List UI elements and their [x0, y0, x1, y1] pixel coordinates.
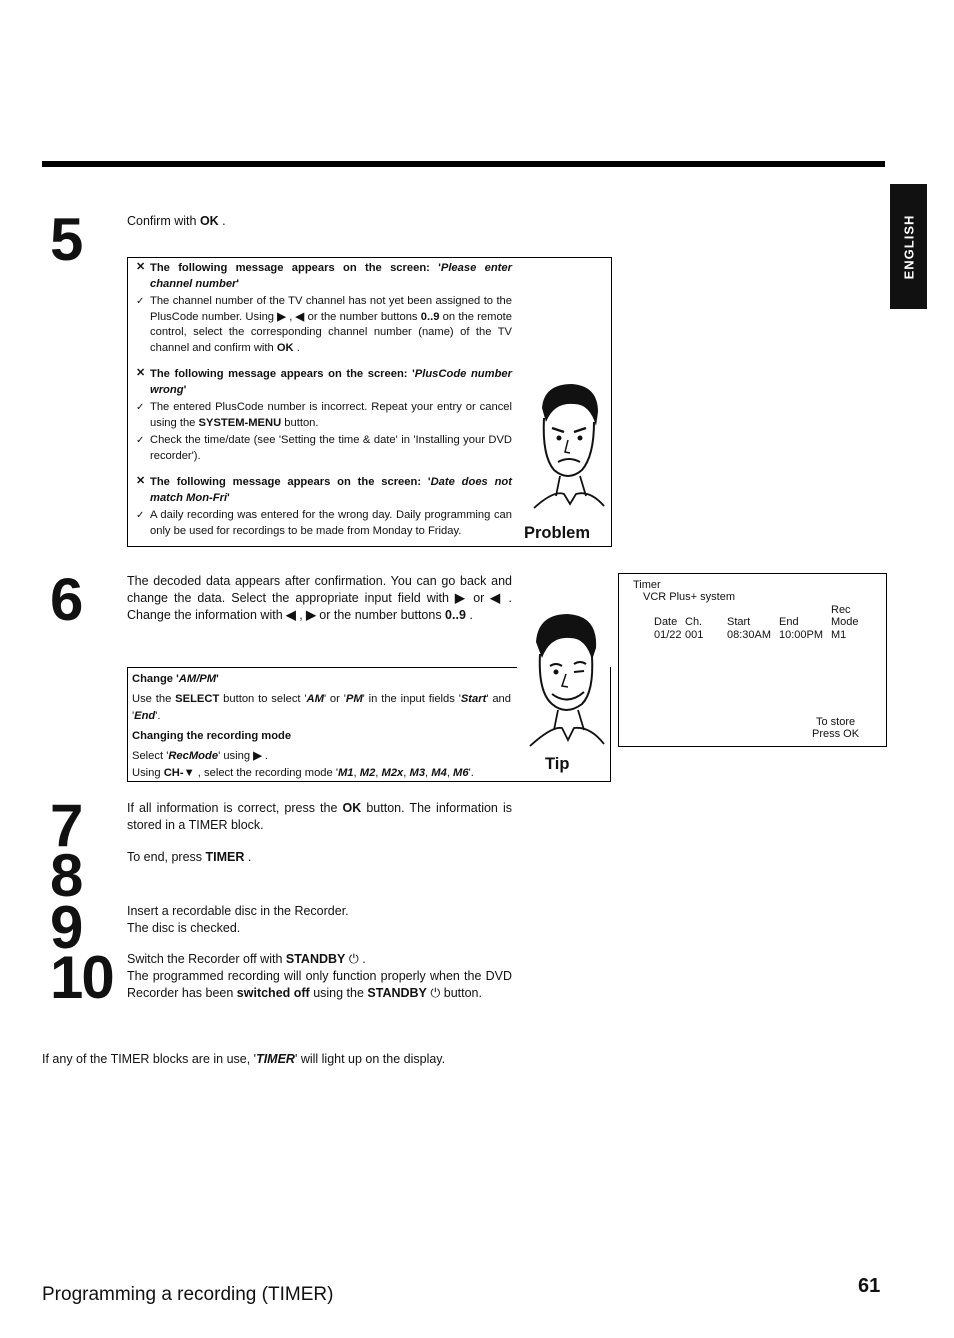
text-segment: ' — [216, 673, 219, 685]
tip-box-left-border — [127, 667, 128, 781]
step-7-text — [127, 800, 512, 834]
text-segment: Check the time/date (see 'Setting the time & date' in 'Installing your DVD recorder'). — [150, 434, 512, 462]
text-segment: . — [358, 952, 366, 966]
text-line: The disc is checked. — [127, 921, 241, 935]
emphasis: M4 — [431, 767, 447, 779]
message-text: Please enter channel number — [150, 262, 512, 290]
text-segment: The following message appears on the screen: ' — [150, 262, 441, 274]
text-segment: A daily recording was entered for the wrong day. Daily programming can only be used for recordings to be made from Monday to Friday. — [150, 509, 512, 537]
check-icon: ✓ — [136, 402, 145, 413]
text-segment: Change ' — [132, 673, 179, 685]
text-segment: If all information is correct, press the — [127, 801, 343, 815]
number-keys: 0..9 — [445, 608, 466, 622]
col-header-rec: Rec — [831, 604, 851, 616]
language-label: ENGLISH — [901, 214, 916, 279]
problem-remedy — [133, 400, 512, 431]
step-number-10: 10 — [50, 944, 113, 1011]
right-arrow-key: ▶ — [253, 750, 262, 762]
text-segment: . — [244, 850, 252, 864]
col-header-channel: Ch. — [685, 616, 703, 628]
text-segment: or — [467, 591, 491, 605]
channel-down-key: CH-▼ — [163, 767, 195, 779]
top-rule — [42, 161, 885, 167]
select-key: SELECT — [175, 693, 220, 705]
problem-message — [133, 261, 512, 292]
timer-key-label: TIMER — [205, 850, 245, 864]
emphasis: PM — [345, 693, 363, 705]
problem-message — [133, 367, 512, 398]
text-segment: Using — [132, 767, 164, 779]
number-keys: 0..9 — [420, 310, 440, 323]
cell-date[interactable]: 01/22 — [654, 629, 682, 641]
text-segment: ' — [236, 277, 240, 290]
text-segment: . — [293, 341, 300, 354]
col-header-date: Date — [654, 616, 678, 628]
text-segment: . — [465, 608, 473, 622]
problem-list — [133, 261, 512, 541]
cell-channel[interactable]: 001 — [685, 629, 704, 641]
step-number-7: 7 — [50, 792, 82, 859]
emphasis: M3 — [409, 767, 426, 779]
text-segment: The programmed recording will only function properly when the DVD Recorder has been — [127, 969, 512, 1000]
problem-message — [133, 475, 512, 506]
step-9-text — [127, 903, 512, 937]
problem-face-illustration — [524, 378, 608, 518]
text-segment: The channel number of the TV channel has not yet been assigned to the PlusCode number. Using — [150, 295, 512, 323]
problem-remedy — [133, 433, 512, 464]
col-header-start: Start — [727, 616, 751, 628]
text-line — [127, 951, 512, 968]
text-segment: The following message appears on the screen: ' — [150, 368, 415, 380]
step-10-text — [127, 951, 512, 1002]
text-segment: button. — [440, 986, 482, 1000]
cell-start[interactable]: 08:30AM — [727, 629, 772, 641]
check-icon: ✓ — [136, 435, 145, 446]
text-segment: If any of the TIMER blocks are in use, ' — [42, 1052, 257, 1066]
page-number: 61 — [858, 1275, 881, 1297]
text-segment: . Change the information with — [127, 591, 512, 622]
check-icon: ✓ — [136, 510, 145, 521]
text-segment: , — [375, 767, 382, 779]
tip-heading — [132, 671, 511, 688]
check-icon: ✓ — [136, 296, 145, 307]
step-6-text — [127, 573, 512, 624]
emphasis: M2x — [381, 767, 404, 779]
emphasis: M1 — [337, 767, 354, 779]
text-segment: Confirm with — [127, 214, 200, 228]
message-text: PlusCode number wrong — [150, 368, 512, 396]
text-line — [127, 968, 512, 1002]
text-segment: , select the recording mode ' — [194, 767, 338, 779]
emphasis: TIMER — [256, 1052, 295, 1066]
right-arrow-key: ▶ — [277, 310, 287, 323]
emphasis: switched off — [236, 986, 310, 1000]
ok-key-label: OK — [199, 214, 219, 228]
text-segment: , — [446, 767, 454, 779]
step-number-5: 5 — [50, 206, 82, 273]
text-segment: . — [218, 214, 226, 228]
tip-paragraph — [132, 748, 511, 765]
problem-remedy — [133, 294, 512, 356]
footer-section-title: Programming a recording (TIMER) — [42, 1284, 334, 1305]
text-segment: '. — [155, 710, 161, 722]
text-segment: ' in the input fields ' — [362, 693, 461, 705]
standby-key-label: STANDBY — [285, 952, 346, 966]
step-number-6: 6 — [50, 566, 82, 633]
text-segment: The following message appears on the screen: ' — [150, 476, 431, 488]
right-arrow-key: ▶ — [306, 608, 316, 622]
screen-hint-ok: Press OK — [812, 728, 860, 740]
tip-box — [127, 667, 611, 782]
power-icon: ⏻ — [345, 952, 359, 966]
cross-icon: ✕ — [136, 261, 146, 273]
right-arrow-key: ▶ — [455, 591, 468, 605]
emphasis: Start — [460, 693, 487, 705]
text-segment: ' — [183, 383, 187, 396]
language-tab — [890, 184, 927, 309]
timer-note — [42, 1051, 642, 1068]
text-segment: To end, press — [127, 850, 206, 864]
step-8-text — [127, 849, 512, 866]
standby-key-label: STANDBY — [367, 986, 427, 1000]
text-segment: ' and ' — [132, 693, 512, 722]
text-segment: , — [295, 608, 307, 622]
problem-box — [127, 257, 612, 547]
power-icon: ⏻ — [426, 986, 441, 1000]
timer-screen-display — [618, 573, 887, 747]
text-segment: using the — [309, 986, 368, 1000]
text-segment: Use the — [132, 693, 176, 705]
problem-label: Problem — [524, 524, 591, 542]
tip-label: Tip — [545, 755, 570, 773]
tip-paragraph — [132, 691, 511, 725]
screen-hint-store: To store — [816, 716, 856, 728]
emphasis: RecMode — [168, 750, 219, 762]
text-segment: ' — [227, 491, 230, 504]
ok-key-label: OK — [276, 341, 294, 354]
col-header-end: End — [779, 616, 799, 628]
text-segment: '. — [468, 767, 474, 779]
text-segment: . — [261, 750, 269, 762]
text-segment: button to select ' — [219, 693, 307, 705]
text-segment: button. The information is stored in a TIMER block. — [127, 801, 512, 832]
text-line: Insert a recordable disc in the Recorder. — [127, 904, 349, 918]
text-segment: on the remote control, select the corresponding channel number (name) of the TV channel and confirm with — [150, 310, 512, 354]
tip-paragraph — [132, 765, 511, 782]
emphasis: M6 — [453, 767, 469, 779]
system-menu-key: SYSTEM-MENU — [198, 416, 282, 429]
emphasis: End — [134, 710, 156, 722]
left-arrow-key: ◀ — [490, 591, 503, 605]
left-arrow-key: ◀ — [286, 608, 296, 622]
step-number-8: 8 — [50, 842, 82, 909]
text-segment: The decoded data appears after confirmation. You can go back and change the data. Select the appropriate input field with — [127, 574, 512, 605]
text-segment: , — [403, 767, 410, 779]
text-segment: or the number buttons — [315, 608, 446, 622]
left-arrow-key: ◀ — [295, 310, 305, 323]
tip-content — [132, 671, 511, 782]
text-segment: ' or ' — [323, 693, 346, 705]
text-segment: ' will light up on the display. — [294, 1052, 446, 1066]
text-segment: , — [353, 767, 360, 779]
tip-box-top-border — [127, 667, 517, 668]
text-segment: Switch the Recorder off with — [127, 952, 286, 966]
cross-icon: ✕ — [136, 367, 146, 379]
text-segment: ' using — [218, 750, 254, 762]
cell-end[interactable]: 10:00PM — [779, 629, 824, 641]
cross-icon: ✕ — [136, 475, 146, 487]
step-number-9: 9 — [50, 894, 82, 961]
text-segment: button. — [281, 416, 319, 429]
col-header-mode: Mode — [831, 616, 859, 628]
text-segment: The entered PlusCode number is incorrect. Repeat your entry or cancel using the — [150, 401, 512, 429]
text-segment: , — [425, 767, 432, 779]
cell-mode[interactable]: M1 — [831, 629, 847, 641]
text-segment: , — [286, 310, 296, 323]
step-5-text — [127, 213, 512, 230]
tip-heading: Changing the recording mode — [132, 730, 292, 742]
text-segment: or the number buttons — [304, 310, 421, 323]
message-text: Date does not match Mon-Fri — [150, 476, 512, 504]
emphasis: AM/PM — [178, 673, 217, 685]
problem-remedy — [133, 508, 512, 539]
ok-key-label: OK — [342, 801, 362, 815]
screen-subtitle: VCR Plus+ system — [643, 591, 735, 603]
emphasis: M2 — [359, 767, 376, 779]
text-segment: Select ' — [132, 750, 169, 762]
screen-title: Timer — [633, 579, 661, 591]
emphasis: AM — [306, 693, 324, 705]
